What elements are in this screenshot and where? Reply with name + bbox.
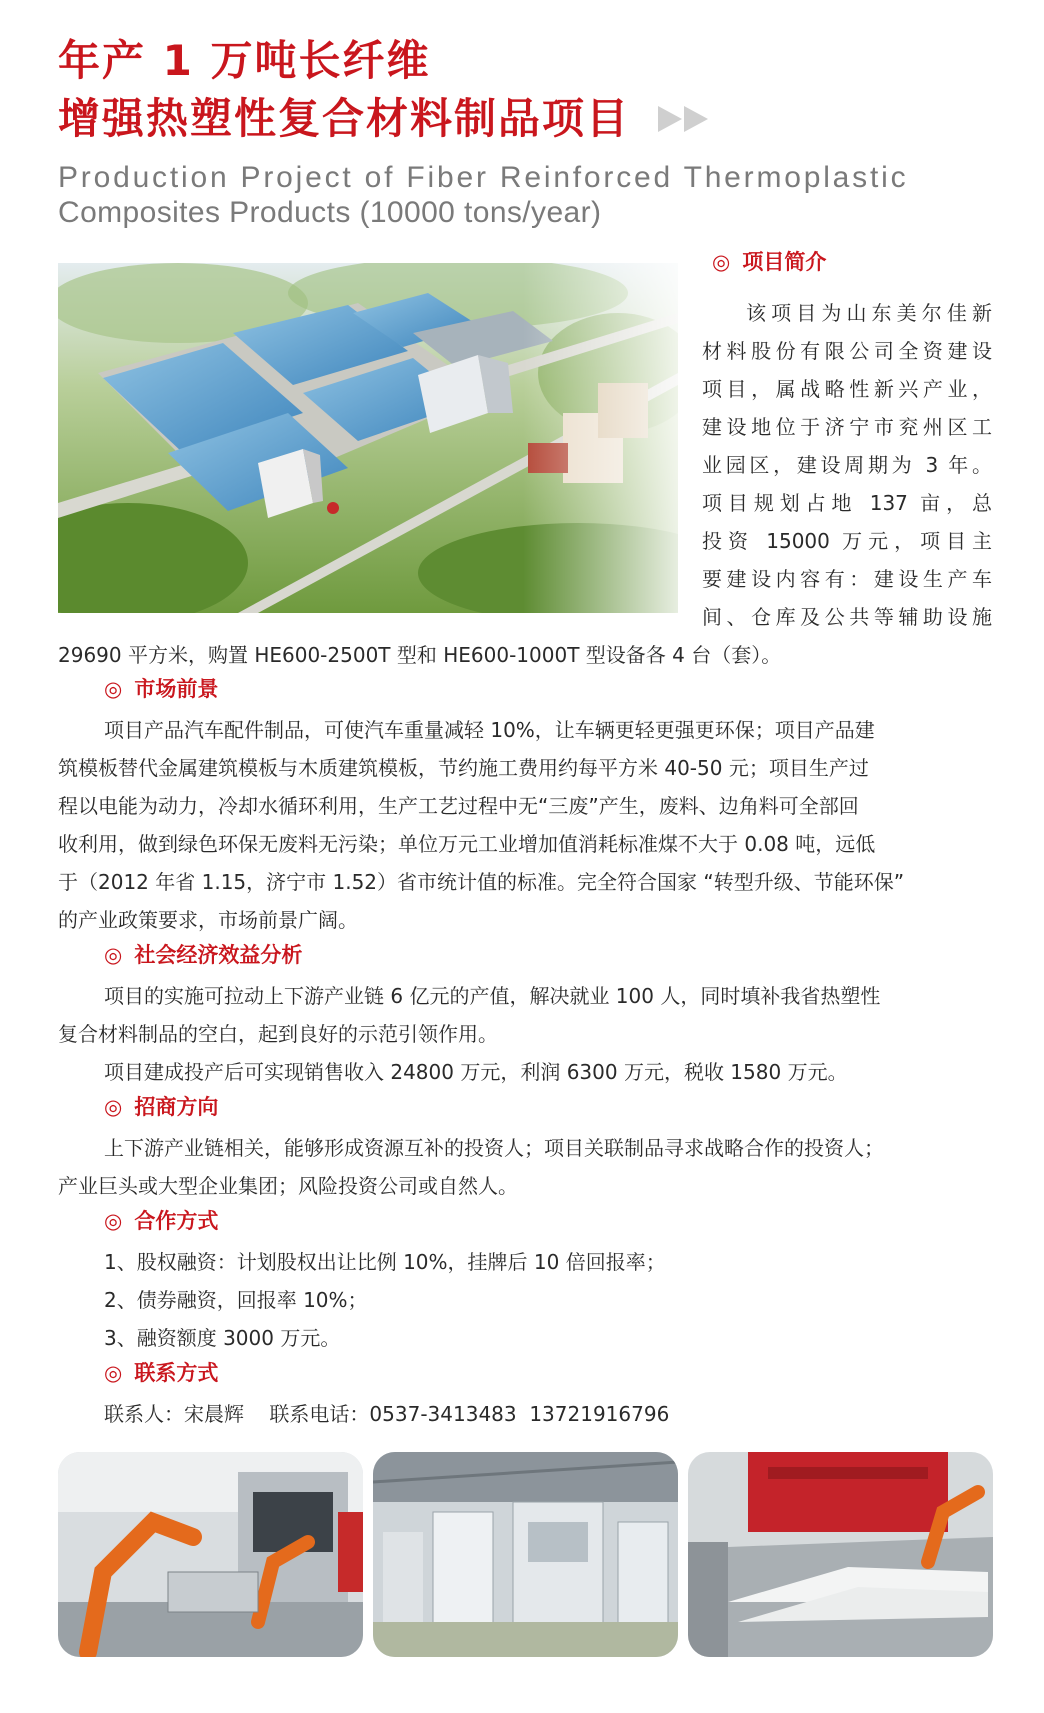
- press-machines-photo: [373, 1452, 678, 1657]
- section-heading-market: ◎ 市场前景: [104, 676, 219, 701]
- bullet-circle-icon: ◎: [104, 943, 123, 967]
- intro-line: 投资 15000 万元，项目主: [702, 529, 992, 553]
- market-line: 程以电能为动力，冷却水循环利用，生产工艺过程中无“三废”产生，废料、边角料可全部回: [58, 794, 859, 818]
- investment-line: 上下游产业链相关，能够形成资源互补的投资人；项目关联制品寻求战略合作的投资人；: [104, 1136, 884, 1160]
- investment-line: 产业巨头或大型企业集团；风险投资公司或自然人。: [58, 1174, 518, 1198]
- bullet-circle-icon: ◎: [104, 677, 123, 701]
- title-cn-line2: 增强热塑性复合材料制品项目: [58, 94, 631, 143]
- aerial-park-image: [58, 263, 678, 613]
- robot-workcell-photo: [58, 1452, 363, 1657]
- intro-line: 项目规划占地 137 亩，总: [702, 491, 992, 515]
- benefit-line: 项目的实施可拉动上下游产业链 6 亿元的产值，解决就业 100 人，同时填补我省热塑性: [104, 984, 881, 1008]
- bullet-circle-icon: ◎: [104, 1361, 123, 1385]
- intro-line: 项目，属战略性新兴产业，: [702, 377, 992, 401]
- cooperation-item: 1、股权融资：计划股权出让比例 10%，挂牌后 10 倍回报率；: [104, 1250, 666, 1274]
- intro-paragraph: [702, 294, 992, 636]
- cooperation-item: 2、债券融资，回报率 10%；: [104, 1288, 368, 1312]
- benefit-line: 复合材料制品的空白，起到良好的示范引领作用。: [58, 1022, 498, 1046]
- title-cn-line1: 年产 1 万吨长纤维: [58, 36, 431, 85]
- section-heading-cooperation: ◎ 合作方式: [104, 1208, 219, 1233]
- section-heading-benefit: ◎ 社会经济效益分析: [104, 942, 303, 967]
- bullet-circle-icon: ◎: [712, 250, 731, 274]
- intro-line: 业园区，建设周期为 3 年。: [702, 453, 992, 477]
- market-line: 的产业政策要求，市场前景广阔。: [58, 908, 358, 932]
- section-heading-contact: ◎ 联系方式: [104, 1360, 219, 1385]
- production-line-photo: [688, 1452, 993, 1657]
- intro-line: 该项目为山东美尔佳新: [746, 301, 992, 325]
- intro-line: 材料股份有限公司全资建设: [702, 339, 992, 363]
- title-en-line2: Composites Products (10000 tons/year): [58, 196, 602, 229]
- double-arrow-icon: [658, 104, 716, 134]
- section-heading-intro: ◎ 项目简介: [712, 249, 827, 274]
- intro-line: 要建设内容有：建设生产车: [702, 567, 992, 591]
- title-en-line1: Production Project of Fiber Reinforced Thermoplastic: [58, 161, 909, 194]
- intro-line: 间、仓库及公共等辅助设施: [702, 605, 992, 629]
- market-line: 收利用，做到绿色环保无废料无污染；单位万元工业增加值消耗标准煤不大于 0.08 吨，远低: [58, 832, 876, 856]
- bullet-circle-icon: ◎: [104, 1095, 123, 1119]
- section-heading-investment: ◎ 招商方向: [104, 1094, 219, 1119]
- market-line: 筑模板替代金属建筑模板与木质建筑模板，节约施工费用约每平方米 40-50 元；项目生产过: [58, 756, 869, 780]
- intro-tail-line: 29690 平方米，购置 HE600-2500T 型和 HE600-1000T 型设备各 4 台（套）。: [58, 643, 782, 667]
- contact-line: 联系人：宋晨辉 联系电话：0537-3413483 13721916796: [104, 1402, 670, 1426]
- cooperation-item: 3、融资额度 3000 万元。: [104, 1326, 341, 1350]
- market-line: 于（2012 年省 1.15，济宁市 1.52）省市统计值的标准。完全符合国家 “转型升级、节能环保”: [58, 870, 905, 894]
- market-line: 项目产品汽车配件制品，可使汽车重量减轻 10%，让车辆更轻更强更环保；项目产品建: [104, 718, 875, 742]
- benefit-line: 项目建成投产后可实现销售收入 24800 万元，利润 6300 万元，税收 1580 万元。: [104, 1060, 848, 1084]
- bullet-circle-icon: ◎: [104, 1209, 123, 1233]
- intro-line: 建设地位于济宁市兖州区工: [702, 415, 992, 439]
